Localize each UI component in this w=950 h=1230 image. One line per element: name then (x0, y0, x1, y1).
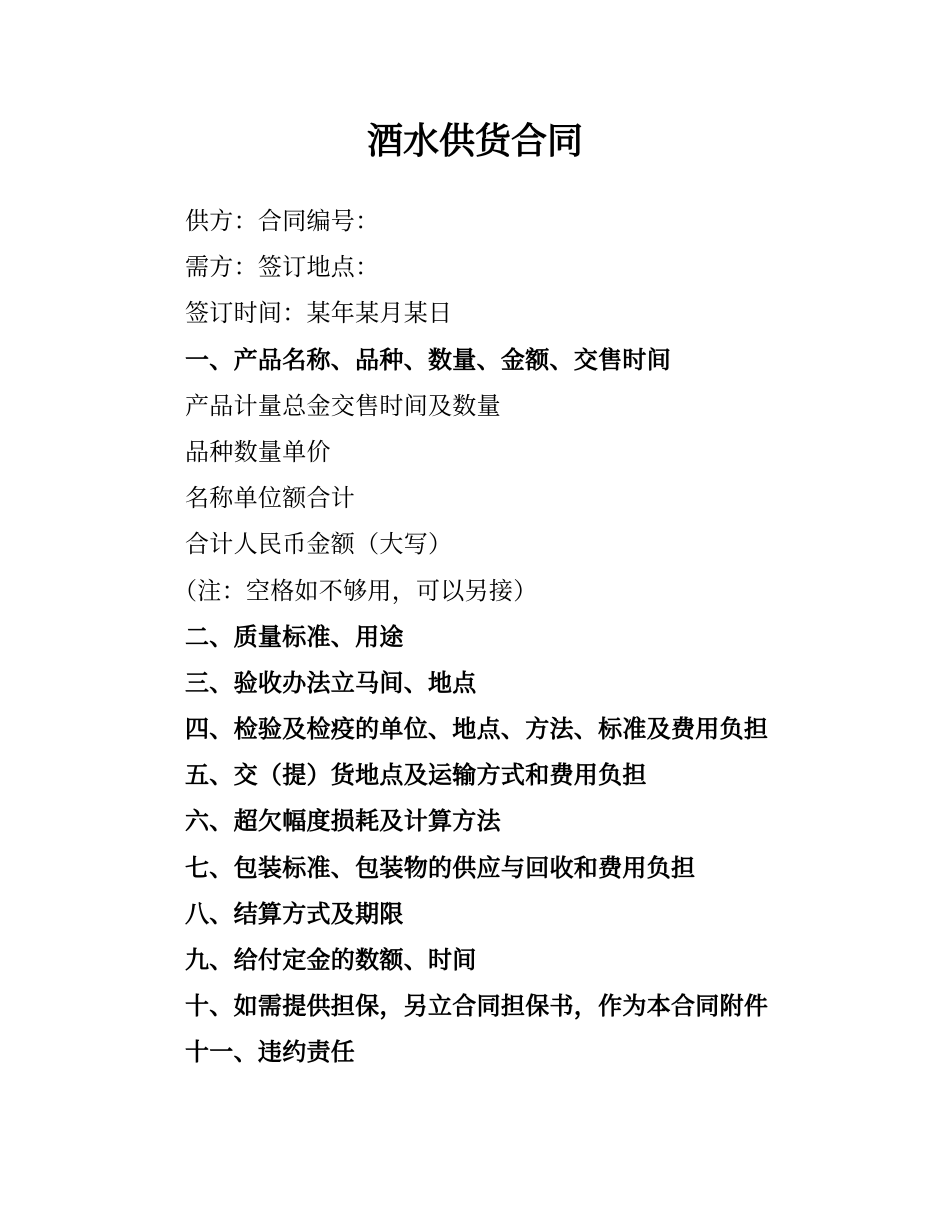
section-heading-10: 十、如需提供担保，另立合同担保书，作为本合同附件 (185, 992, 769, 1021)
document-title: 酒水供货合同 (366, 121, 583, 162)
section-heading-4: 四、检验及检疫的单位、地点、方法、标准及费用负担 (185, 715, 769, 744)
field-signing-date: 签订时间：某年某月某日 (185, 299, 453, 328)
note-line: （注：空格如不够用，可以另接） (173, 576, 538, 605)
table-header-line-1: 产品计量总金交售时间及数量 (185, 391, 501, 420)
field-buyer-signing-place: 需方：签订地点： (185, 253, 380, 282)
table-header-line-3: 名称单位额合计 (185, 484, 356, 513)
section-heading-8: 八、结算方式及期限 (185, 899, 404, 928)
section-heading-11: 十一、违约责任 (185, 1038, 356, 1067)
section-heading-2: 二、质量标准、用途 (185, 622, 404, 651)
section-heading-1: 一、产品名称、品种、数量、金额、交售时间 (185, 345, 671, 374)
total-amount-line: 合计人民币金额（大写） (185, 530, 453, 559)
section-heading-9: 九、给付定金的数额、时间 (185, 946, 477, 974)
section-heading-7: 七、包装标准、包装物的供应与回收和费用负担 (185, 853, 696, 882)
table-header-line-2: 品种数量单价 (185, 437, 331, 466)
document-body (173, 198, 825, 1076)
field-supplier-contract-no: 供方：合同编号： (185, 207, 380, 235)
section-heading-3: 三、验收办法立马间、地点 (185, 668, 477, 697)
section-heading-6: 六、超欠幅度损耗及计算方法 (185, 807, 501, 836)
section-heading-5: 五、交（提）货地点及运输方式和费用负担 (185, 761, 647, 790)
